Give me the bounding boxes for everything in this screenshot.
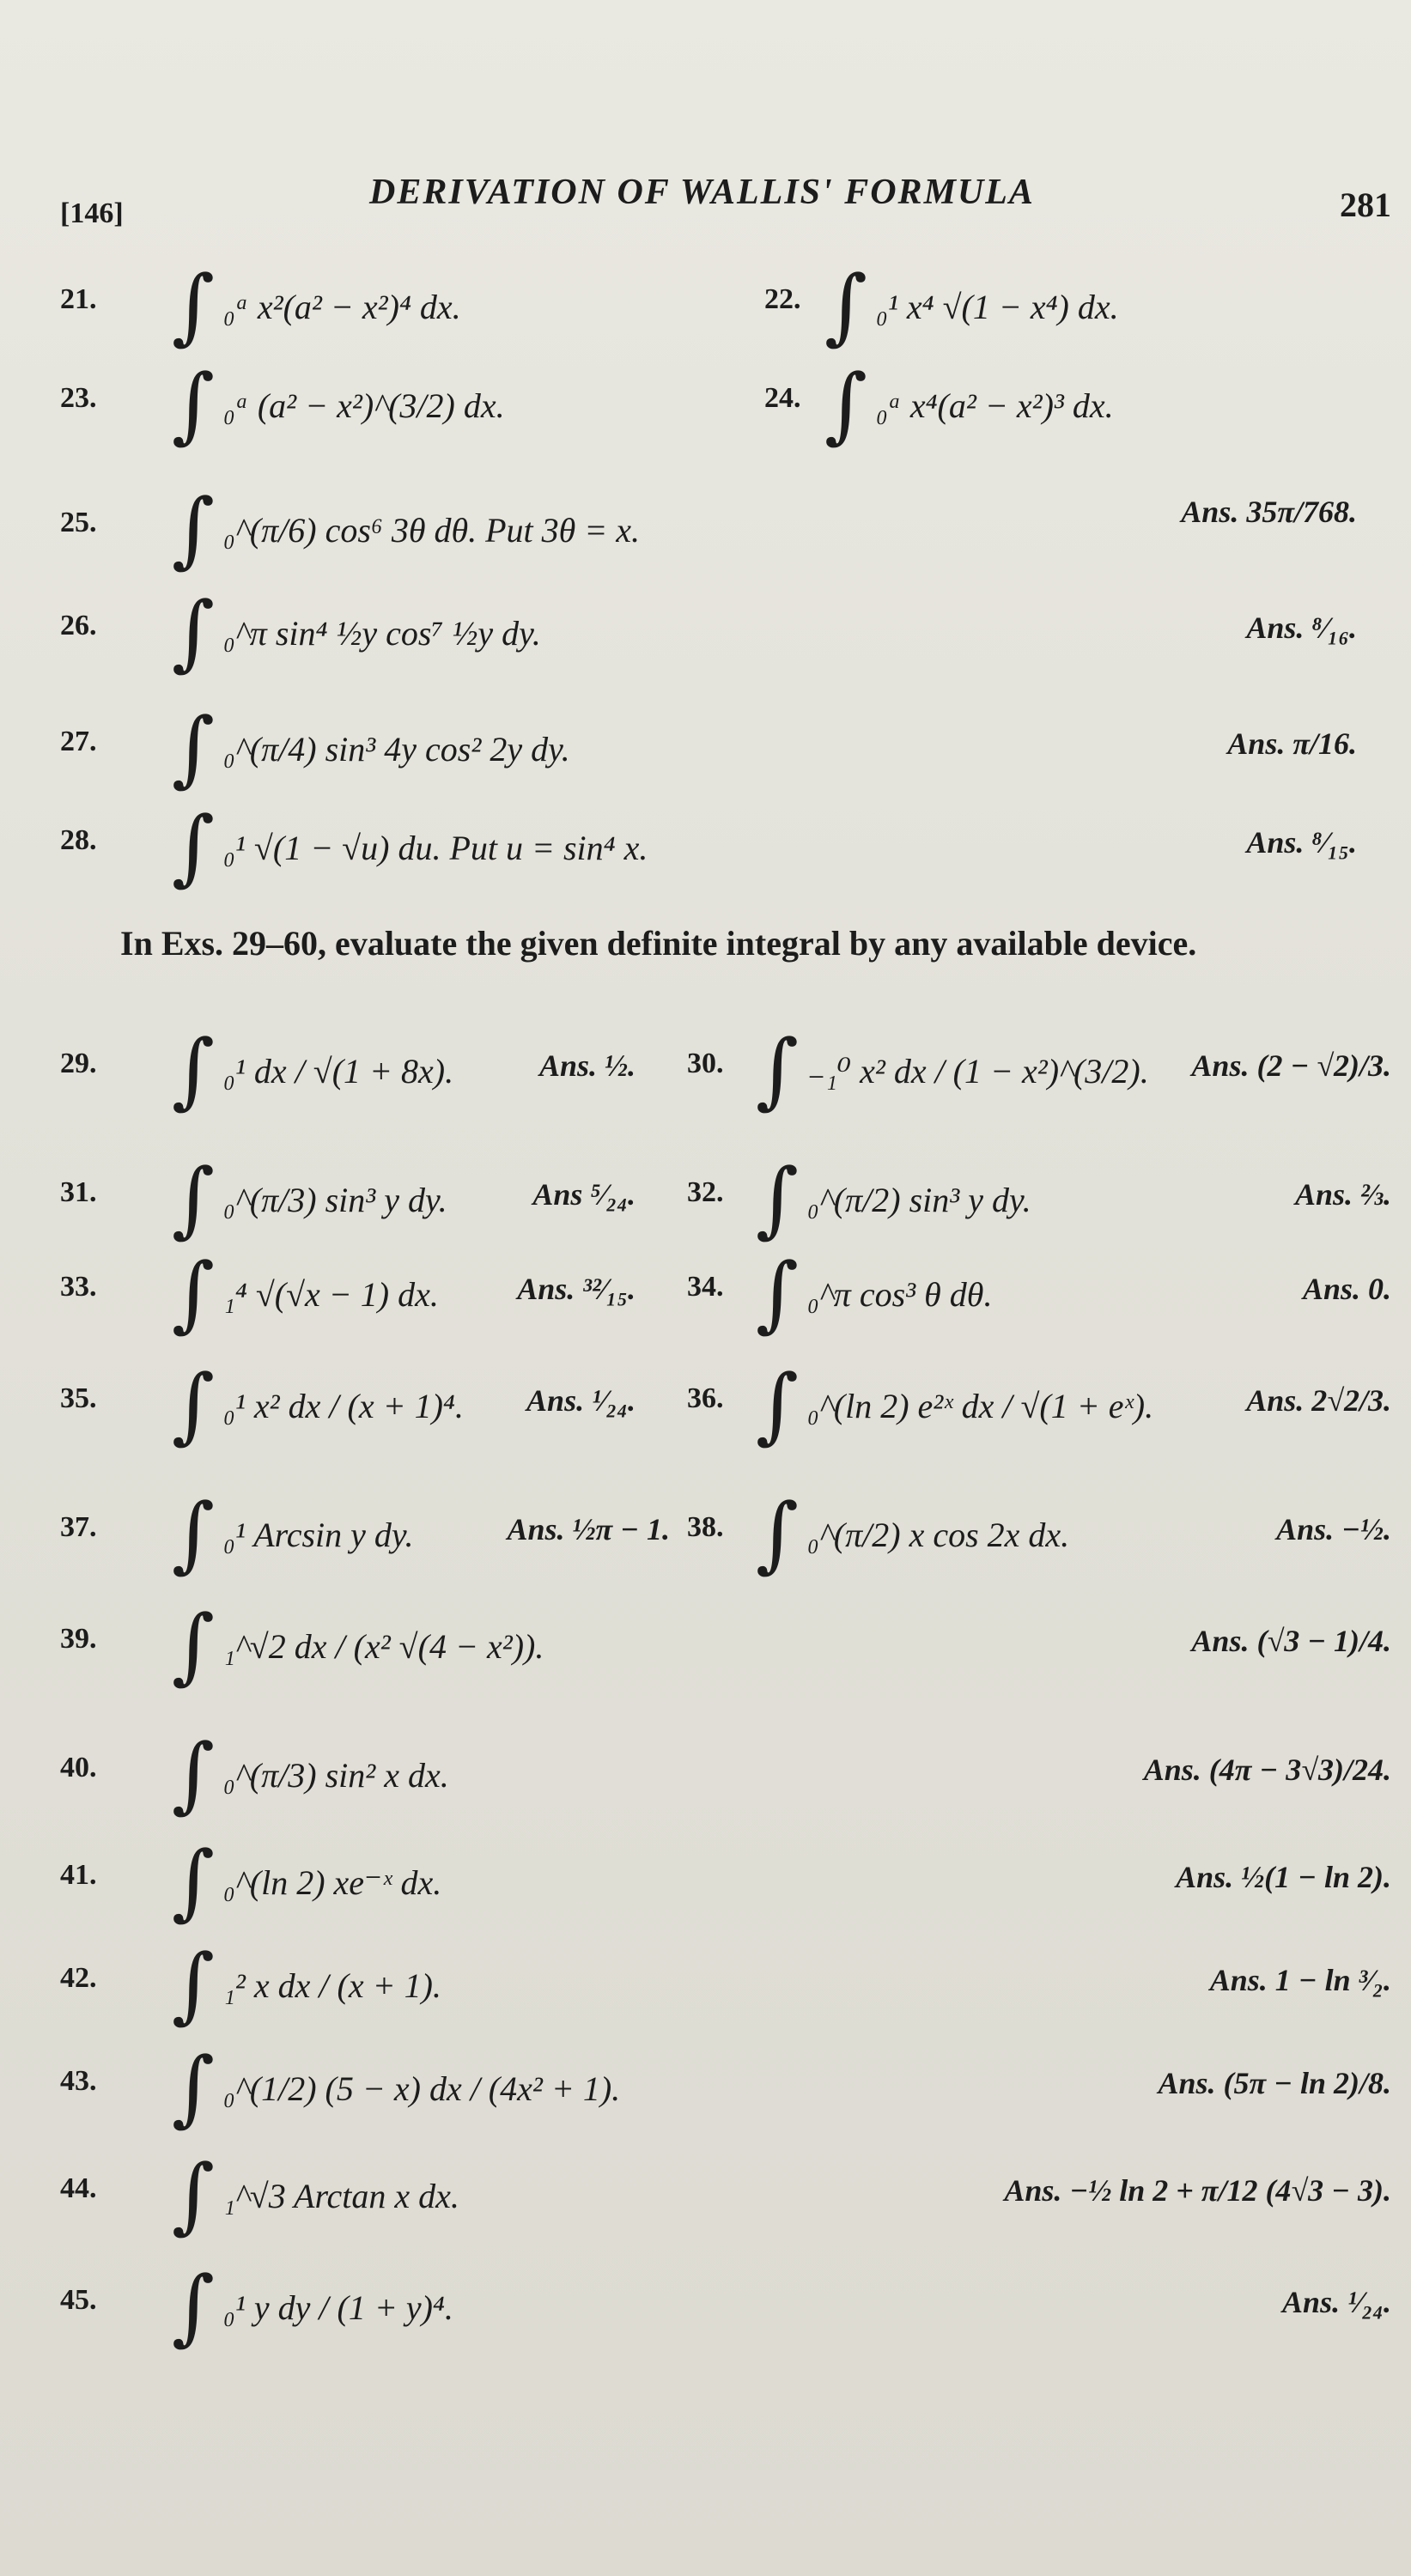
- exercise-number: 21.: [60, 283, 97, 315]
- exercise-answer: Ans. (2 − √2)/3.: [1191, 1048, 1391, 1083]
- exercise-number: 30.: [687, 1048, 724, 1079]
- exercise-integral: ∫ ₀¹ √(1 − √u) du. Put u = sin⁴ x.: [172, 799, 648, 895]
- exercise-answer: Ans. 1 − ln ³⁄₂.: [1209, 1963, 1391, 1997]
- exercise-number: 32.: [687, 1176, 724, 1208]
- exercise-number: 41.: [60, 1859, 97, 1891]
- exercise-integral: ∫ ₀¹ x⁴ √(1 − x⁴) dx.: [824, 258, 1119, 354]
- exercise-answer: Ans. ½π − 1.: [507, 1512, 670, 1546]
- exercise-number: 42.: [60, 1962, 97, 1994]
- exercise-number: 28.: [60, 824, 97, 856]
- exercise-number: 31.: [60, 1176, 97, 1208]
- exercise-answer: Ans. (√3 − 1)/4.: [1191, 1624, 1391, 1658]
- exercise-number: 33.: [60, 1271, 97, 1303]
- exercise-integral: ∫ ₀^(π/3) sin³ y dy.: [172, 1151, 447, 1247]
- exercise-integral: ∫ ₀¹ x² dx / (x + 1)⁴.: [172, 1357, 464, 1453]
- exercise-number: 38.: [687, 1511, 724, 1543]
- exercise-number: 24.: [764, 382, 801, 414]
- exercise-integral: ∫ ₀^(π/4) sin³ 4y cos² 2y dy.: [172, 700, 570, 796]
- exercise-integral: ∫ ₀^(π/3) sin² x dx.: [172, 1726, 449, 1822]
- exercise-number: 40.: [60, 1752, 97, 1783]
- exercise-number: 23.: [60, 382, 97, 414]
- exercise-integral: ∫ ₀ᵃ (a² − x²)^(3/2) dx.: [172, 356, 505, 453]
- exercise-number: 45.: [60, 2284, 97, 2316]
- exercise-integral: ∫ ₀^(π/2) x cos 2x dx.: [756, 1485, 1070, 1582]
- exercise-answer: Ans. ⁸⁄₁₆.: [1246, 611, 1357, 645]
- exercise-number: 37.: [60, 1511, 97, 1543]
- exercise-answer: Ans. ⅔.: [1294, 1177, 1391, 1212]
- exercise-integral: ∫ ₀^π sin⁴ ½y cos⁷ ½y dy.: [172, 584, 541, 680]
- exercise-integral: ∫ ₀^(π/6) cos⁶ 3θ dθ. Put 3θ = x.: [172, 481, 641, 577]
- exercise-answer: Ans. ¹⁄₂₄.: [1282, 2285, 1391, 2319]
- exercise-number: 36.: [687, 1382, 724, 1414]
- exercise-number: 44.: [60, 2172, 97, 2204]
- exercise-integral: ∫ ₁^√2 dx / (x² √(4 − x²)).: [172, 1597, 544, 1693]
- exercise-integral: ∫ ₀^(ln 2) xe⁻ˣ dx.: [172, 1833, 442, 1929]
- exercise-integral: ∫ ₁^√3 Arctan x dx.: [172, 2147, 459, 2243]
- exercise-answer: Ans. ⁸⁄₁₅.: [1246, 825, 1357, 860]
- exercise-integral: ∫ ₀¹ dx / √(1 + 8x).: [172, 1022, 454, 1118]
- exercise-integral: ∫ ₋₁⁰ x² dx / (1 − x²)^(3/2).: [756, 1022, 1149, 1118]
- exercise-answer: Ans. ½.: [538, 1048, 636, 1083]
- exercise-number: 25.: [60, 507, 97, 538]
- exercise-answer: Ans. −½.: [1276, 1512, 1391, 1546]
- exercise-integral: ∫ ₀¹ Arcsin y dy.: [172, 1485, 414, 1582]
- exercise-number: 39.: [60, 1623, 97, 1655]
- page-bracket-number: [146]: [60, 197, 124, 229]
- exercise-number: 29.: [60, 1048, 97, 1079]
- exercise-answer: Ans. −½ ln 2 + π/12 (4√3 − 3).: [1004, 2173, 1391, 2208]
- exercise-integral: ∫ ₁⁴ √(√x − 1) dx.: [172, 1245, 439, 1341]
- exercise-answer: Ans. ½(1 − ln 2).: [1176, 1860, 1391, 1894]
- exercise-answer: Ans. ¹⁄₂₄.: [526, 1383, 636, 1418]
- exercise-number: 34.: [687, 1271, 724, 1303]
- exercise-answer: Ans. π/16.: [1227, 726, 1357, 761]
- exercise-answer: Ans. (4π − 3√3)/24.: [1143, 1753, 1391, 1787]
- exercise-answer: Ans. ³²⁄₁₅.: [517, 1272, 636, 1306]
- exercise-number: 43.: [60, 2065, 97, 2097]
- exercise-integral: ∫ ₀^π cos³ θ dθ.: [756, 1245, 993, 1341]
- exercise-integral: ∫ ₀^(ln 2) e²ˣ dx / √(1 + eˣ).: [756, 1357, 1154, 1453]
- exercise-integral: ∫ ₀^(π/2) sin³ y dy.: [756, 1151, 1031, 1247]
- exercise-answer: Ans. (5π − ln 2)/8.: [1158, 2066, 1391, 2100]
- exercise-integral: ∫ ₀ᵃ x²(a² − x²)⁴ dx.: [172, 258, 461, 354]
- exercise-integral: ∫ ₀^(1/2) (5 − x) dx / (4x² + 1).: [172, 2039, 621, 2136]
- exercise-answer: Ans. 35π/768.: [1181, 495, 1357, 529]
- exercise-integral: ∫ ₀¹ y dy / (1 + y)⁴.: [172, 2258, 453, 2354]
- exercise-answer: Ans. 2√2/3.: [1246, 1383, 1391, 1418]
- exercise-number: 27.: [60, 726, 97, 757]
- exercise-answer: Ans. 0.: [1302, 1272, 1391, 1306]
- page-title: DERIVATION OF WALLIS' FORMULA: [369, 173, 1035, 212]
- exercise-answer: Ans ⁵⁄₂₄.: [532, 1177, 636, 1212]
- exercise-number: 22.: [764, 283, 801, 315]
- instructions: In Exs. 29–60, evaluate the given definite integral by any available device.: [120, 924, 1197, 963]
- page-number: 281: [1340, 185, 1391, 224]
- exercise-number: 26.: [60, 610, 97, 641]
- exercise-number: 35.: [60, 1382, 97, 1414]
- exercise-integral: ∫ ₁² x dx / (x + 1).: [172, 1936, 441, 2032]
- exercise-integral: ∫ ₀ᵃ x⁴(a² − x²)³ dx.: [824, 356, 1114, 453]
